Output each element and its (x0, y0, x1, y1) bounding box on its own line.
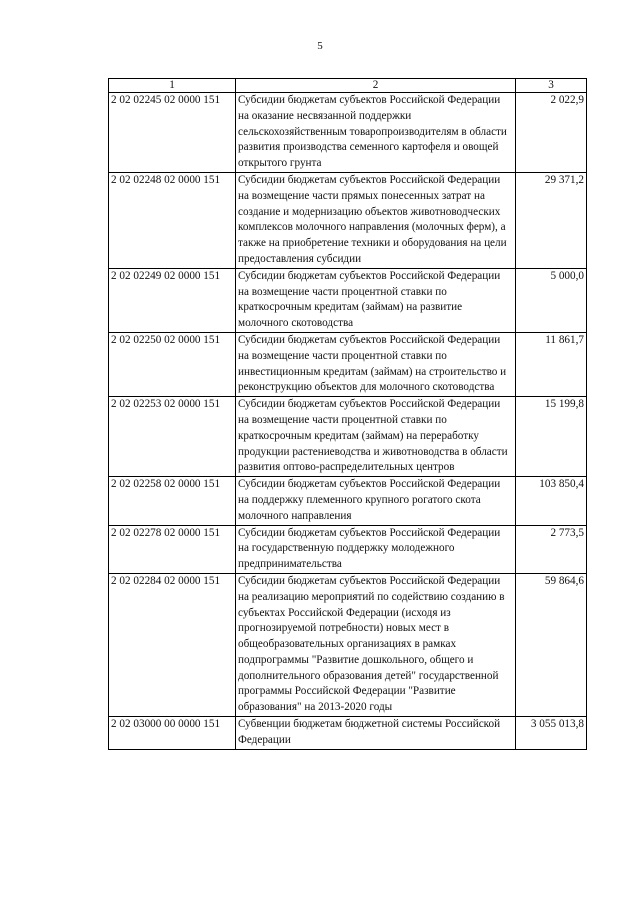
row-code: 2 02 02253 02 0000 151 (109, 397, 236, 477)
table-row (109, 573, 587, 716)
row-name: Субвенции бюджетам бюджетной системы Российской Федерации (236, 717, 516, 750)
row-name: Субсидии бюджетам субъектов Российской Федерации на оказание несвязанной поддержки сельскохозяйственным товаропроизводителям в области развития производства семенного картофеля и овощей открытого грунта (236, 93, 516, 173)
table-header-row (109, 79, 587, 93)
row-sum: 2 773,5 (516, 525, 587, 573)
row-code: 2 02 02245 02 0000 151 (109, 93, 236, 173)
table-row (109, 332, 587, 396)
column-header-code: 1 (109, 79, 236, 93)
table-row (109, 397, 587, 477)
row-sum: 5 000,0 (516, 268, 587, 332)
row-name: Субсидии бюджетам субъектов Российской Федерации на реализацию мероприятий по содействию созданию в субъектах Российской Федерации (исходя из прогнозируемой потребности) новых мест в общеобразовательных организациях в рамках подпрограммы "Развитие дошкольного, общего и дополнительного образования детей" государственной программы Российской Федерации "Развитие образования" на 2013-2020 годы (236, 573, 516, 716)
column-header-name: 2 (236, 79, 516, 93)
row-name: Субсидии бюджетам субъектов Российской Федерации на возмещение части процентной ставки по инвестиционным кредитам (займам) на строительство и реконструкцию объектов для молочного скотоводства (236, 332, 516, 396)
table-row (109, 525, 587, 573)
row-sum: 59 864,6 (516, 573, 587, 716)
row-sum: 11 861,7 (516, 332, 587, 396)
row-sum: 2 022,9 (516, 93, 587, 173)
row-code: 2 02 02249 02 0000 151 (109, 268, 236, 332)
row-code: 2 02 02278 02 0000 151 (109, 525, 236, 573)
table-row (109, 93, 587, 173)
table-row (109, 268, 587, 332)
row-code: 2 02 02258 02 0000 151 (109, 477, 236, 525)
row-code: 2 02 02284 02 0000 151 (109, 573, 236, 716)
row-name: Субсидии бюджетам субъектов Российской Федерации на государственную поддержку молодежного предпринимательства (236, 525, 516, 573)
row-name: Субсидии бюджетам субъектов Российской Федерации на возмещение части прямых понесенных затрат на создание и модернизацию объектов животноводческих комплексов молочного направления (молочных ферм), а также на приобретение техники и оборудования на цели предоставления субсидии (236, 172, 516, 268)
row-sum: 15 199,8 (516, 397, 587, 477)
table-row (109, 172, 587, 268)
column-header-sum: 3 (516, 79, 587, 93)
budget-revenue-table (108, 78, 587, 750)
row-code: 2 02 03000 00 0000 151 (109, 717, 236, 750)
row-code: 2 02 02250 02 0000 151 (109, 332, 236, 396)
row-code: 2 02 02248 02 0000 151 (109, 172, 236, 268)
row-name: Субсидии бюджетам субъектов Российской Федерации на возмещение части процентной ставки по краткосрочным кредитам (займам) на развитие молочного скотоводства (236, 268, 516, 332)
table-row (109, 717, 587, 750)
row-name: Субсидии бюджетам субъектов Российской Федерации на возмещение части процентной ставки по краткосрочным кредитам (займам) на переработку продукции растениеводства и животноводства в области развития оптово-распределительных центров (236, 397, 516, 477)
row-sum: 103 850,4 (516, 477, 587, 525)
row-sum: 3 055 013,8 (516, 717, 587, 750)
page-number: 5 (317, 40, 323, 52)
row-name: Субсидии бюджетам субъектов Российской Федерации на поддержку племенного крупного рогатого скота молочного направления (236, 477, 516, 525)
table-row (109, 477, 587, 525)
row-sum: 29 371,2 (516, 172, 587, 268)
